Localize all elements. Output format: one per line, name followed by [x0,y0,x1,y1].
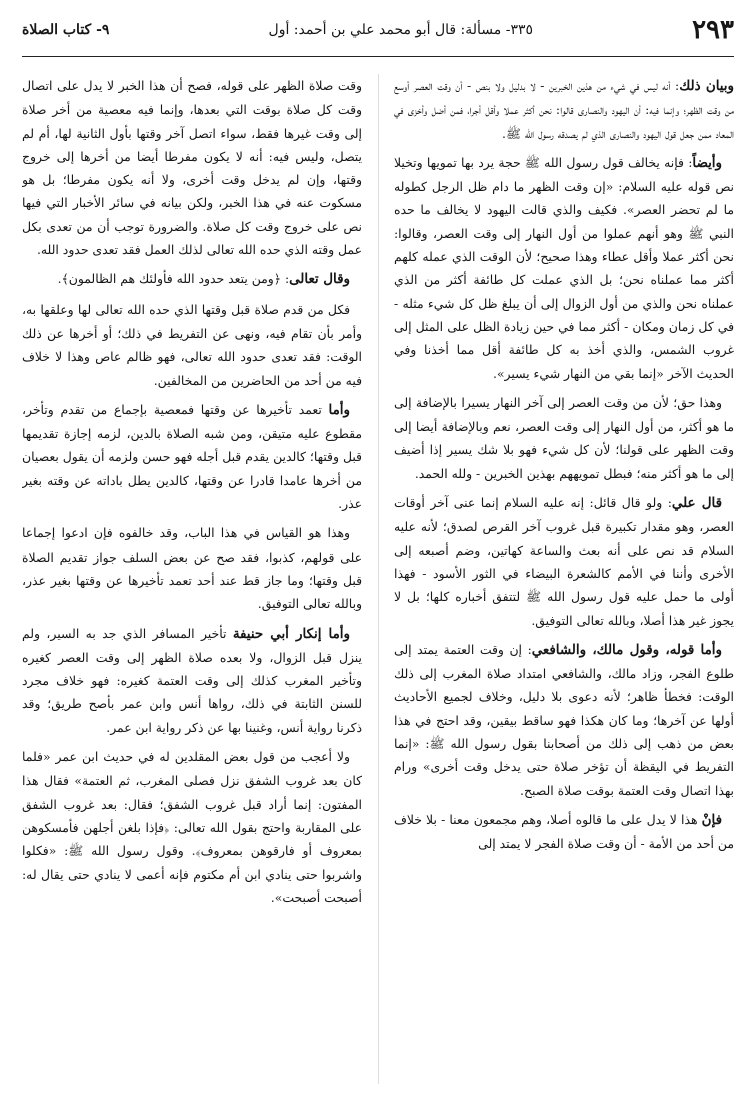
paragraph-text: تأخير المسافر الذي جد به السير، ولم ينزل قبل الزوال، ولا بعده صلاة الظهر إلى وقت العصر كغيره وتأخير المغرب كذلك إلى وقت العتمة كغيره: فهو خلاف مجرد للسنن الثابتة في ذلك، رواها أنس وابن عمر بأصح طريق؛ وقد ذكرنا رواية أنس، وغنينا بها عن ذكر رواية ابن عمر. [22,625,362,735]
running-title: ٣٣٥- مسألة: قال أبو محمد علي بن أحمد: أول [268,22,534,38]
paragraph [22,521,362,615]
column-divider [378,74,379,1084]
page-header [22,14,734,46]
paragraph-text: وقت صلاة الظهر على قوله، فصح أن هذا الخبر لا يدل على اتصال وقت كل صلاة بوقت التي بعدها، وإنما فيه معصية من أخر صلاة إلى وقت غيرها فقط، سواء اتصل آخر وقتها بأول الثانية لها، أم لم يتصل، وليس فيه: أنه لا يكون مفرطا أيضا من أخرها إلى خروج وقتها، وإن لم يدخل وقت أخرى، ولا أنه يكون مفرطا؛ بل هو مسكوت عنه في هذا الخبر، ولكن بيانه في سائر الأخبار التي فيها نص على خروج وقت كل صلاة. والضرورة توجب أن من تعدى بكل عمل وقته الذي حده الله تعالى لذلك العمل فقد تعدى حدود الله. [22,78,362,258]
paragraph-text: ولا أعجب من قول بعض المقلدين له في حديث ابن عمر «فلما كان بعد غروب الشفق نزل فصلى المغرب، ثم العتمة» فقال هذا المفتون: إنما أراد قبل غروب الشفق؛ فقال: بعد غروب الشفق على المقاربة واحتج بقول الله تعالى: ﴿فإذا بلغن أجلهن فأمسكوهن بمعروف أو فارقوهن بمعروف﴾. وقول رسول الله ﷺ: «فكلوا واشربوا حتى ينادي ابن أم مكتوم فإنه أعمى لا ينادي حتى يقال له: أصبحت أصبحت». [22,749,362,905]
paragraph [394,491,734,632]
paragraph-text: : ﴿ومن يتعد حدود الله فأولئك هم الظالمون﴾. [57,271,290,287]
book-title: ٩- كتاب الصلاة [22,22,110,38]
paragraph [394,74,734,145]
paragraph-lead: وأيضاً [692,154,722,171]
paragraph [394,808,734,856]
paragraph-lead: وأما [328,401,350,418]
paragraph [394,151,734,385]
paragraph-lead: وقال تعالى [289,271,350,288]
header-rule [22,56,734,57]
paragraph-text: : فإنه يخالف قول رسول الله ﷺ حجة يرد بها تمويها وتخيلا نص قوله عليه السلام: «إن وقت الظهر ما دام ظل الرجل كطوله ما لم تحضر العصر». فكيف والذي قالت اليهود لا يخالف ما حده النبي ﷺ وهو أنهم عملوا من أول النهار إلى وقت العصر، وقالوا: نحن أكثر عملا وأقل عطاء وهذا صحيح؛ لأن الوقت الذي عمله كلهم أكثر مما عملناه نحن؛ بل الذي عملت كل طائفة أكثر من الذي عملناه نحن والذي من أول الزوال إلى أن يبلغ ظل كل شيء مثله - في كل زمان ومكان - أكثر مما في حين زيادة الظل على المثل إلى غروب الشمس، والذي أخذ به كل طائفة أقل مما أخذنا وفي الحديث الآخر «إنما بقي من النهار شيء يسير». [394,154,734,381]
paragraph-text: وهذا حق؛ لأن من وقت العصر إلى آخر النهار يسيرا بالإضافة إلى ما هو أكثر، من أول النهار إلى وقت العصر، نعم وبالإضافة أيضا إلى وقت الظهر على قولنا؛ لأن كل شيء فهو بلا شك يسير إذا أضيف إلى ما هو أكثر منه؛ فبطل تمويههم بهذين الخبرين - ولله الحمد. [394,394,734,481]
left-column [22,74,362,1084]
paragraph-text: فكل من قدم صلاة قبل وقتها الذي حده الله تعالى لها وعلقها به، وأمر بأن تقام فيه، ونهى عن التفريط في ذلك؛ أو أخرها عن ذلك الوقت: فقد تعدى حدود الله تعالى، فهو ظالم عاص وهذا لا خلاف فيه من أحد من الحاضرين من المخالفين. [22,301,362,388]
paragraph-text: تعمد تأخيرها عن وقتها فمعصية بإجماع من تقدم وتأخر، مقطوع عليه متيقن، ومن شبه الصلاة بالدين، لزمه إجازة تقديمها قبل وقتها؛ كالدين يقدم قبل أجله فهو حسن ولزمه أن يقول بعصيان من أخرها عامدا قادرا عن وقتها، كالدين يطل باداته عن وقته بغير عذر. [22,401,362,512]
paragraph [22,622,362,739]
paragraph [22,74,362,261]
paragraph [22,267,362,291]
paragraph-lead: وبيان ذلك [679,78,734,94]
paragraph [394,391,734,485]
page-number: ٢٩٣ [692,15,734,45]
paragraph [22,745,362,909]
paragraph-text: : أنه ليس في شيء من هذين الخبرين - لا بدليل ولا بنص - أن وقت العصر أوسع من وقت الظهر؛ وإنما فيه: أن اليهود والنصارى قالوا: نحن أكثر عملا وأقل أجرا، فمن أضل وأخزى في المعاد ممن جعل قول اليهود والنصارى الذي لم يصدقه رسول الله ﷺ. [394,78,734,141]
paragraph-text: وهذا هو القياس في هذا الباب، وقد خالفوه فإن ادعوا إجماعا على قولهم، كذبوا، فقد صح عن بعض السلف جواز تقديم الصلاة قبل وقتها؛ وما جاز قط عند أحد تعمد تأخيرها عن وقتها بغير عذر، وبالله تعالى التوفيق. [22,525,362,612]
paragraph [22,398,362,515]
right-column [394,74,734,1084]
paragraph-text: هذا لا يدل على ما قالوه أصلا، وهم مجمعون معنا - بلا خلاف من أحد من الأمة - أن وقت صلاة الفجر لا يمتد إلى [394,811,734,852]
paragraph-text: : ولو قال قائل: إنه عليه السلام إنما عنى آخر أوقات العصر، وهو مقدار تكبيرة قبل غروب آخر القرص لصدق؛ لأنه عليه السلام قد نص على أنه بعث والساعة كهاتين، وضم أصبعه إلى الأخرى وأننا في الأمم كالشعرة البيضاء في الثور الأسود - فهذا أولى ما حمل عليه قول رسول الله ﷺ لتتفق أخباره كلها؛ بل لا يجوز غير هذا أصلا، وبالله تعالى التوفيق. [394,495,734,628]
paragraph-lead: فإنْ [701,811,722,828]
paragraph [394,638,734,802]
paragraph-lead: وأما قوله، وقول مالك، والشافعي [531,641,722,658]
paragraph-lead: قال علي [671,495,722,512]
paragraph [22,298,362,392]
paragraph-lead: وأما إنكار أبي حنيفة [232,625,350,642]
paragraph-text: : إن وقت العتمة يمتد إلى طلوع الفجر، وزاد مالك، والشافعي امتداد صلاة المغرب إلى ذلك الوقت: فخطأ ظاهر؛ لأنه دعوى بلا دليل، وخلاف لجميع الأحاديث أولها عن آخرها؛ وما كان هكذا فهو ساقط بيقين، وقد احتج في هذا بعض من ذهب إلى ذلك من أصحابنا بقول رسول الله ﷺ: «إنما التفريط في اليقظة أن تؤخر صلاة حتى يدخل وقت أخرى» ورام بهذا اتصال وقت العتمة بوقت صلاة الصبح. [394,641,734,798]
